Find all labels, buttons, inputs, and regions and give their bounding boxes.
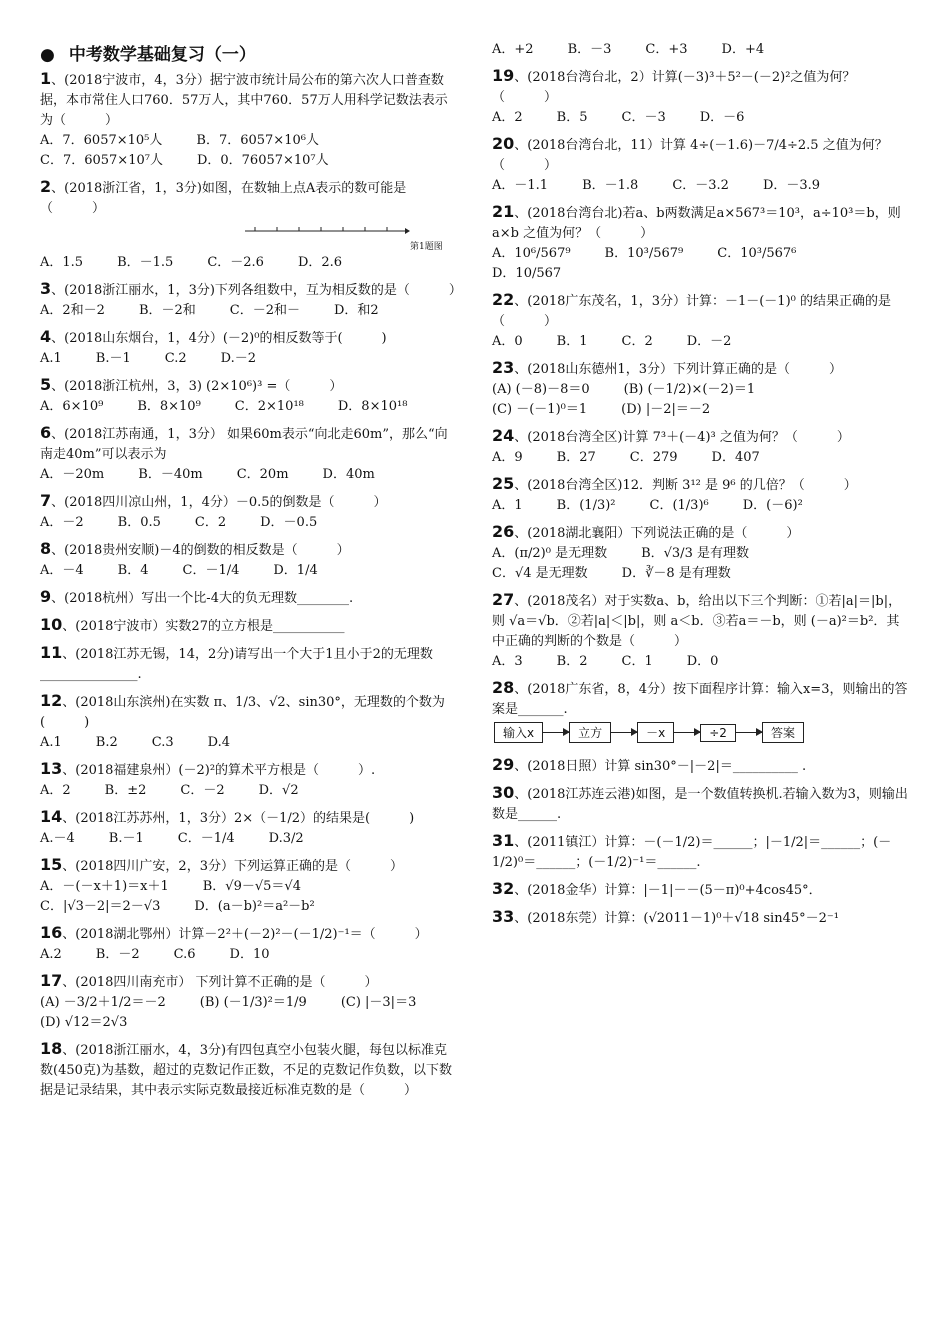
question-text: 、(2018福建泉州）(－2)²的算术平方根是（ ）. — [62, 763, 376, 778]
question — [492, 831, 912, 879]
question — [40, 177, 460, 279]
option: B．√3/3 是有理数 — [641, 546, 749, 561]
question-text: 、(2018台湾台北，11）计算 4÷(－1.6)－7/4÷2.5 之值为何？（ ） — [492, 138, 888, 173]
option: A.－4 — [40, 831, 75, 846]
option: C．279 — [629, 450, 678, 465]
answer-options — [40, 349, 460, 369]
question-text: 、(2018东莞）计算：(√2011－1)⁰＋√18 sin45°－2⁻¹ — [514, 911, 839, 926]
option: A．3 — [492, 654, 523, 669]
option: D.3/2 — [268, 831, 304, 846]
question — [492, 134, 912, 202]
option: A.1 — [40, 351, 62, 366]
question-text: 、(2018浙江省，1，3分)如图，在数轴上点A表示的数可能是（ ） — [40, 181, 407, 216]
arrow-icon — [736, 732, 762, 733]
answer-options — [40, 877, 460, 917]
question — [40, 807, 460, 855]
question — [40, 855, 460, 923]
question-number: 33 — [492, 907, 515, 926]
answer-options — [492, 40, 912, 60]
answer-options — [40, 829, 460, 849]
question-text: 、(2018山东德州1，3分）下列计算正确的是（ ） — [514, 362, 842, 377]
question — [40, 923, 460, 971]
question-text: 、(2018四川南充市） 下列计算不正确的是（ ） — [62, 975, 378, 990]
question-number: 11 — [40, 643, 63, 662]
question-number: 27 — [492, 590, 515, 609]
question — [492, 474, 912, 522]
option: A．6×10⁹ — [40, 399, 104, 414]
answer-options — [40, 993, 460, 1033]
question — [492, 426, 912, 474]
option: (B) (－1/3)²＝1/9 — [199, 995, 307, 1010]
option: (D) √12＝2√3 — [40, 1015, 128, 1030]
option: D．+4 — [721, 42, 765, 57]
option: B．4 — [117, 563, 149, 578]
question-number: 29 — [492, 755, 515, 774]
option: B．－2和 — [138, 303, 196, 318]
option: D．－6 — [699, 110, 745, 125]
question-number: 8 — [40, 539, 52, 558]
option: D．(－6)² — [742, 498, 803, 513]
question-text: 、(2018杭州）写出一个比-4大的负无理数________. — [51, 591, 354, 606]
question-text: 、(2018台湾台北)若a、b两数满足a×567³＝10³，a÷10³＝b，则 a×b 之值为何？（ ） — [492, 206, 901, 241]
question-text: 、(2018台湾台北，2）计算(－3)³＋5²－(－2)²之值为何？（ ） — [492, 70, 856, 105]
option: A．7．6057×10⁵人 — [40, 133, 163, 148]
question-text: 、(2018贵州安顺)－4的倒数的相反数是（ ） — [51, 543, 350, 558]
number-line — [240, 219, 410, 249]
question — [40, 327, 460, 375]
question-number: 4 — [40, 327, 52, 346]
question-number: 13 — [40, 759, 63, 778]
question — [40, 279, 460, 327]
question-number: 3 — [40, 279, 52, 298]
flow-box: ÷2 — [700, 724, 736, 742]
question-text: 、(2018台湾全区)计算 7³＋(－4)³ 之值为何？（ ） — [514, 430, 850, 445]
option: C．2 — [194, 515, 227, 530]
option: B．(1/3)² — [556, 498, 616, 513]
question-number: 16 — [40, 923, 63, 942]
question-number: 23 — [492, 358, 515, 377]
option: B．√9－√5＝√4 — [202, 879, 301, 894]
option: D．－0.5 — [260, 515, 318, 530]
option: D．10/567 — [492, 266, 562, 281]
question — [492, 755, 912, 783]
question-text: 、(2018台湾全区)12．判断 3¹² 是 9⁶ 的几倍？（ ） — [514, 478, 857, 493]
option: D.－2 — [220, 351, 257, 366]
question — [40, 691, 460, 759]
answer-options — [40, 561, 460, 581]
question-text: 、(2018山东滨州)在实数 π、1/3、√2、sin30°，无理数的个数为( ) — [40, 695, 445, 730]
flow-box: －x — [637, 722, 674, 743]
question-text: 、(2018四川凉山州，1，4分）－0.5的倒数是（ ） — [51, 495, 387, 510]
option: C．10³/567⁶ — [717, 246, 797, 261]
option: C．+3 — [645, 42, 688, 57]
option: A．2 — [40, 783, 71, 798]
option: C.3 — [151, 735, 174, 750]
question-text: 、(2018浙江丽水，4，3分)有四包真空小包装火腿，每包以标准克数(450克)为基数，超过的克数记作正数，不足的克数记作负数，以下数据是记录结果，其中表示实际克数最接近标准克数的是（ ） — [40, 1043, 452, 1098]
arrow-icon — [543, 732, 569, 733]
question-number: 7 — [40, 491, 52, 510]
option: C．－3 — [621, 110, 666, 125]
flow-box: 立方 — [569, 722, 611, 743]
number-line-figure — [240, 219, 460, 253]
option: D．10 — [229, 947, 270, 962]
question-number: 19 — [492, 66, 515, 85]
option: A．10⁶/567⁹ — [492, 246, 571, 261]
option: C．1 — [621, 654, 653, 669]
answer-options — [492, 380, 912, 420]
question-number: 14 — [40, 807, 63, 826]
flow-box: 答案 — [762, 722, 804, 743]
option: (C) －(－1)⁰＝1 — [492, 402, 588, 417]
question — [492, 358, 912, 426]
question-text: 、(2018江苏无锡，14，2分)请写出一个大于1且小于2的无理数_______________. — [40, 647, 433, 682]
question — [40, 539, 460, 587]
question — [492, 879, 912, 907]
answer-options — [40, 253, 460, 273]
question-text: 、(2018江苏苏州，1，3分）2×（－1/2）的结果是( ) — [62, 811, 415, 826]
option: B.－1 — [95, 351, 131, 366]
question — [40, 587, 460, 615]
question-number: 18 — [40, 1039, 63, 1058]
answer-options — [492, 652, 912, 672]
question-number: 2 — [40, 177, 52, 196]
question — [40, 69, 460, 177]
answer-options — [40, 131, 460, 171]
option: C．|√3－2|＝2－√3 — [40, 899, 161, 914]
option: (A) －3/2＋1/2＝－2 — [40, 995, 166, 1010]
option: B.－1 — [108, 831, 144, 846]
question — [492, 783, 912, 831]
question — [492, 907, 912, 935]
option: B．0.5 — [117, 515, 161, 530]
question-text: 、(2018江苏南通，1，3分） 如果60m表示“向北走60m”，那么“向南走40m”可以表示为 — [40, 427, 448, 462]
option: D．0 — [686, 654, 719, 669]
figure-caption: 第1题图 — [410, 242, 443, 252]
option: A．2和－2 — [40, 303, 105, 318]
question-text: 、(2018江苏连云港)如图，是一个数值转换机.若输入数为3，则输出数是______. — [492, 787, 908, 822]
question — [40, 375, 460, 423]
program-flowchart — [494, 722, 912, 743]
answer-options — [40, 513, 460, 533]
option: D．和2 — [333, 303, 379, 318]
option: C．－2和－ — [229, 303, 300, 318]
question — [492, 66, 912, 134]
option: B．2 — [556, 654, 588, 669]
question — [40, 759, 460, 807]
option: A．－1.1 — [492, 178, 549, 193]
question-number: 17 — [40, 971, 63, 990]
option: C.6 — [173, 947, 196, 962]
option: (A) (－8)－8＝0 — [492, 382, 590, 397]
question-text: 、(2018宁波市，4，3分）据宁波市统计局公布的第六次人口普查数据，本市常住人口760．57万人，其中760．57万人用科学记数法表示为（ ） — [40, 73, 448, 128]
question-text: 、(2018茂名）对于实数a、b，给出以下三个判断：①若|a|＝|b|，则 √a＝√b．②若|a|＜|b|，则 a＜b．③若a＝－b，则 (－a)²＝b²．其中正确的判断的个数是（ ） — [492, 594, 902, 649]
answer-options — [492, 176, 912, 196]
option: B．5 — [556, 110, 588, 125]
option: A．+2 — [492, 42, 534, 57]
answer-options — [492, 448, 912, 468]
option: C．2 — [621, 334, 653, 349]
question-text: 、(2018广东茂名，1，3分）计算：－1－(－1)⁰ 的结果正确的是（ ） — [492, 294, 891, 329]
question-number: 10 — [40, 615, 63, 634]
answer-options — [40, 301, 460, 321]
arrow-icon — [674, 732, 700, 733]
question-number: 26 — [492, 522, 515, 541]
question-number: 12 — [40, 691, 63, 710]
option: C．√4 是无理数 — [492, 566, 588, 581]
question — [40, 1039, 460, 1107]
answer-options — [40, 733, 460, 753]
option: D．40m — [322, 467, 375, 482]
option: B．27 — [556, 450, 596, 465]
option: C.2 — [164, 351, 187, 366]
option: D．0．76057×10⁷人 — [196, 153, 329, 168]
option: D.4 — [207, 735, 231, 750]
option: B．－40m — [138, 467, 203, 482]
option: D．－3.9 — [762, 178, 821, 193]
question-number: 5 — [40, 375, 52, 394]
question-text: 、(2018湖北鄂州）计算－2²＋(－2)²－(－1/2)⁻¹＝（ ） — [62, 927, 428, 942]
question-number: 1 — [40, 69, 52, 88]
option: C．－1/4 — [177, 831, 235, 846]
question-number: 22 — [492, 290, 515, 309]
option: B.2 — [95, 735, 118, 750]
option: D．2.6 — [297, 255, 343, 270]
question-text: 、(2018金华）计算：|－1|－－(5－π)⁰+4cos45°． — [514, 883, 822, 898]
option: C．2×10¹⁸ — [234, 399, 304, 414]
question-text: 、(2018浙江杭州，3，3) (2×10⁶)³ =（ ） — [51, 379, 343, 394]
question-text: 、(2018山东烟台，1，4分）(－2)⁰的相反数等于( ) — [51, 331, 387, 346]
option: A．－(－x＋1)＝x＋1 — [40, 879, 169, 894]
option: A．2 — [492, 110, 523, 125]
option: A．1 — [492, 498, 523, 513]
question-text: 、(2011镇江）计算：－(－1/2)＝______；|－1/2|＝______；(－1/2)⁰＝______；(－1/2)⁻¹＝______. — [492, 835, 892, 870]
option: B．1 — [556, 334, 588, 349]
option: A．1.5 — [40, 255, 84, 270]
question-number: 6 — [40, 423, 52, 442]
option: D．－2 — [686, 334, 732, 349]
answer-options — [492, 332, 912, 352]
answer-options — [492, 108, 912, 128]
option: A．－2 — [40, 515, 84, 530]
question-text: 、(2018宁波市）实数27的立方根是___________ — [62, 619, 345, 634]
option: A．9 — [492, 450, 523, 465]
answer-options — [492, 244, 912, 284]
answer-options — [40, 945, 460, 965]
option: C．20m — [236, 467, 289, 482]
question-number: 21 — [492, 202, 515, 221]
option: C．－3.2 — [672, 178, 729, 193]
answer-options — [492, 496, 912, 516]
option: C．－2.6 — [207, 255, 264, 270]
question-text: 、(2018湖北襄阳）下列说法正确的是（ ） — [514, 526, 800, 541]
question-number: 32 — [492, 879, 515, 898]
question-number: 28 — [492, 678, 515, 697]
question — [40, 643, 460, 691]
question — [492, 522, 912, 590]
option: D．1/4 — [273, 563, 318, 578]
option: C．－1/4 — [182, 563, 240, 578]
option: C．(1/3)⁶ — [649, 498, 709, 513]
option: D．407 — [711, 450, 760, 465]
option: A.1 — [40, 735, 62, 750]
question-text: 、(2018四川广安，2，3分）下列运算正确的是（ ） — [62, 859, 403, 874]
question-number: 24 — [492, 426, 515, 445]
option: B．－3 — [567, 42, 612, 57]
question-number: 30 — [492, 783, 515, 802]
option: A．－20m — [40, 467, 105, 482]
option: D．∛－8 是有理数 — [621, 566, 731, 581]
option: (B) (－1/2)×(－2)＝1 — [623, 382, 756, 397]
arrow-icon — [611, 732, 637, 733]
question-text: 、(2018日照）计算 sin30°－|－2|＝__________ . — [514, 759, 807, 774]
option: B．10³/567⁹ — [604, 246, 684, 261]
answer-options — [40, 397, 460, 417]
left-column — [40, 40, 460, 1107]
flow-box: 输入x — [494, 722, 543, 743]
question-number: 25 — [492, 474, 515, 493]
option: B．7．6057×10⁶人 — [196, 133, 319, 148]
question — [40, 615, 460, 643]
question — [492, 590, 912, 678]
question — [492, 202, 912, 290]
option: C．7．6057×10⁷人 — [40, 153, 163, 168]
option: D．8×10¹⁸ — [337, 399, 408, 414]
question — [40, 971, 460, 1039]
right-column — [492, 40, 912, 935]
option: (D) |－2|＝－2 — [621, 402, 711, 417]
question-text: 、(2018广东省，8，4分）按下面程序计算：输入x=3，则输出的答案是_______. — [492, 682, 908, 717]
question — [492, 678, 912, 755]
option: B．±2 — [104, 783, 147, 798]
option: B．8×10⁹ — [137, 399, 201, 414]
option: D．(a－b)²＝a²－b² — [194, 899, 315, 914]
option: B．－1.5 — [117, 255, 174, 270]
option: A．(π/2)⁰ 是无理数 — [492, 546, 608, 561]
option: C．－2 — [180, 783, 225, 798]
option: A.2 — [40, 947, 62, 962]
option: A．0 — [492, 334, 523, 349]
option: A．－4 — [40, 563, 84, 578]
question — [40, 491, 460, 539]
option: (C) |－3|＝3 — [340, 995, 417, 1010]
option: B．－1.8 — [582, 178, 639, 193]
answer-options — [40, 465, 460, 485]
option: D．√2 — [258, 783, 299, 798]
question-number: 20 — [492, 134, 515, 153]
question — [492, 40, 912, 66]
question — [40, 423, 460, 491]
answer-options — [492, 544, 912, 584]
question-number: 15 — [40, 855, 63, 874]
page-title: ● 中考数学基础复习（一） — [40, 45, 256, 65]
question-number: 9 — [40, 587, 52, 606]
question-text: 、(2018浙江丽水，1，3分)下列各组数中，互为相反数的是（ ） — [51, 283, 462, 298]
question — [492, 290, 912, 358]
question-number: 31 — [492, 831, 515, 850]
option: B．－2 — [95, 947, 140, 962]
answer-options — [40, 781, 460, 801]
